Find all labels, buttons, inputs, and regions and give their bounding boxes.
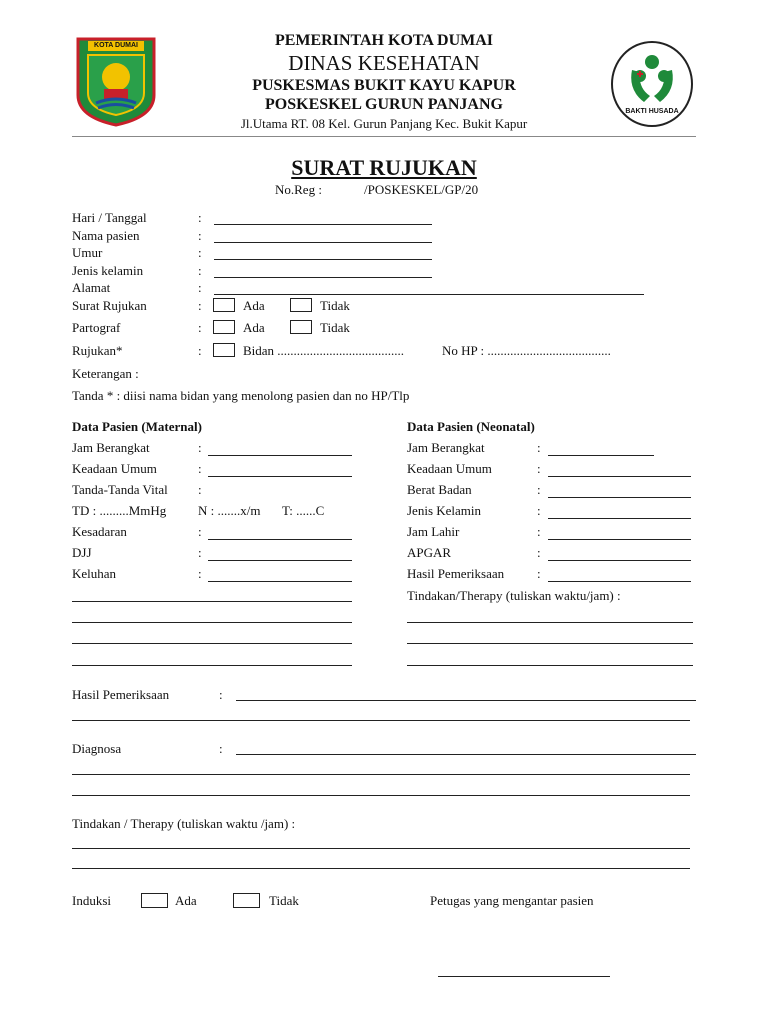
tindakan-line[interactable] — [72, 848, 690, 849]
maternal-t: T: ......C — [282, 503, 325, 518]
induksi-tidak-checkbox[interactable] — [233, 893, 260, 908]
header-agency: DINAS KESEHATAN — [288, 51, 480, 75]
colon: : — [537, 440, 541, 455]
colon: : — [219, 741, 223, 756]
option-bidan: Bidan ....................................... — [243, 343, 405, 358]
hasil-pemeriksaan-label: Hasil Pemeriksaan — [72, 687, 170, 702]
neonatal-keadaan-label: Keadaan Umum — [407, 461, 492, 476]
header-address: Jl.Utama RT. 08 Kel. Gurun Panjang Kec. Bukit Kapur — [240, 116, 528, 131]
petugas-label: Petugas yang mengantar pasien — [430, 893, 594, 908]
neonatal-line[interactable] — [407, 622, 693, 623]
neonatal-hasil-label: Hasil Pemeriksaan — [407, 566, 505, 581]
diagnosa-label: Diagnosa — [72, 741, 122, 756]
diagnosa-field[interactable] — [236, 754, 696, 755]
option-ada: Ada — [243, 320, 265, 335]
maternal-line[interactable] — [72, 601, 352, 602]
field-alamat[interactable] — [214, 294, 644, 295]
colon: : — [537, 545, 541, 560]
signature-line[interactable] — [438, 976, 610, 977]
option-tidak: Tidak — [269, 893, 299, 908]
colon: : — [198, 245, 202, 260]
induksi-label: Induksi — [72, 893, 111, 908]
header-government: PEMERINTAH KOTA DUMAI — [274, 32, 494, 49]
maternal-n: N : .......x/m — [198, 503, 261, 518]
neonatal-jenis-field[interactable] — [548, 518, 691, 519]
maternal-djj-label: DJJ — [72, 545, 92, 560]
colon: : — [198, 482, 202, 497]
colon: : — [198, 228, 202, 243]
surat-rujukan-ada-checkbox[interactable] — [213, 298, 235, 312]
header-rule — [72, 136, 696, 137]
label-hari-tanggal: Hari / Tanggal — [72, 210, 147, 225]
field-hari-tanggal[interactable] — [214, 224, 432, 225]
maternal-title: Data Pasien (Maternal) — [72, 419, 202, 434]
neonatal-title: Data Pasien (Neonatal) — [407, 419, 535, 434]
option-ada: Ada — [243, 298, 265, 313]
hasil-pemeriksaan-line[interactable] — [72, 720, 690, 721]
hasil-pemeriksaan-field[interactable] — [236, 700, 696, 701]
diagnosa-line[interactable] — [72, 774, 690, 775]
neonatal-tindakan-label: Tindakan/Therapy (tuliskan waktu/jam) : — [407, 588, 621, 603]
partograf-tidak-checkbox[interactable] — [290, 320, 312, 334]
colon: : — [198, 545, 202, 560]
maternal-line[interactable] — [72, 643, 352, 644]
label-alamat: Alamat — [72, 280, 111, 295]
maternal-jam-field[interactable] — [208, 455, 352, 456]
maternal-line[interactable] — [72, 665, 352, 666]
neonatal-lahir-label: Jam Lahir — [407, 524, 460, 539]
rujukan-bidan-checkbox[interactable] — [213, 343, 235, 357]
option-tidak: Tidak — [320, 298, 350, 313]
neonatal-line[interactable] — [407, 643, 693, 644]
neonatal-apgar-field[interactable] — [548, 560, 691, 561]
colon: : — [198, 566, 202, 581]
colon: : — [198, 524, 202, 539]
maternal-jam-label: Jam Berangkat — [72, 440, 150, 455]
kota-dumai-logo-text: KOTA DUMAI — [94, 42, 138, 49]
maternal-djj-field[interactable] — [208, 560, 352, 561]
colon: : — [537, 503, 541, 518]
induksi-ada-checkbox[interactable] — [141, 893, 168, 908]
noreg-suffix: /POSKESKEL/GP/20 — [364, 182, 479, 197]
header-poskeskel: POSKESKEL GURUN PANJANG — [265, 96, 503, 113]
field-nama-pasien[interactable] — [214, 242, 432, 243]
neonatal-line[interactable] — [407, 665, 693, 666]
colon: : — [219, 687, 223, 702]
colon: : — [537, 482, 541, 497]
maternal-kesadaran-label: Kesadaran — [72, 524, 127, 539]
maternal-line[interactable] — [72, 622, 352, 623]
neonatal-jam-field[interactable] — [548, 455, 654, 456]
label-partograf: Partograf — [72, 320, 121, 335]
neonatal-berat-field[interactable] — [548, 497, 691, 498]
field-jenis-kelamin[interactable] — [214, 277, 432, 278]
bakti-husada-logo-text: BAKTI HUSADA — [625, 108, 679, 115]
colon: : — [198, 461, 202, 476]
colon: : — [537, 524, 541, 539]
colon: : — [198, 263, 202, 278]
maternal-keluhan-label: Keluhan — [72, 566, 117, 581]
label-jenis-kelamin: Jenis kelamin — [72, 263, 144, 278]
option-ada: Ada — [175, 893, 197, 908]
neonatal-jam-label: Jam Berangkat — [407, 440, 485, 455]
colon: : — [198, 210, 202, 225]
tindakan-line[interactable] — [72, 868, 690, 869]
maternal-keadaan-field[interactable] — [208, 476, 352, 477]
document-title: SURAT RUJUKAN — [291, 155, 477, 180]
label-keterangan: Keterangan : — [72, 366, 139, 381]
note-text: Tanda * : diisi nama bidan yang menolong pasien dan no HP/Tlp — [72, 388, 410, 403]
field-umur[interactable] — [214, 259, 432, 260]
maternal-keluhan-field[interactable] — [208, 581, 352, 582]
maternal-td: TD : .........MmHg — [72, 503, 167, 518]
colon: : — [198, 280, 202, 295]
noreg-label: No.Reg : — [275, 182, 322, 197]
colon: : — [198, 298, 202, 313]
neonatal-jenis-label: Jenis Kelamin — [407, 503, 482, 518]
diagnosa-line[interactable] — [72, 795, 690, 796]
tindakan-label: Tindakan / Therapy (tuliskan waktu /jam) : — [72, 816, 296, 831]
colon: : — [198, 320, 202, 335]
neonatal-keadaan-field[interactable] — [548, 476, 691, 477]
label-nama-pasien: Nama pasien — [72, 228, 140, 243]
neonatal-apgar-label: APGAR — [407, 545, 452, 560]
neonatal-lahir-field[interactable] — [548, 539, 691, 540]
option-nohp: No HP : ...................................... — [442, 343, 611, 358]
neonatal-berat-label: Berat Badan — [407, 482, 472, 497]
label-surat-rujukan: Surat Rujukan — [72, 298, 147, 313]
option-tidak: Tidak — [320, 320, 350, 335]
label-umur: Umur — [72, 245, 103, 260]
surat-rujukan-tidak-checkbox[interactable] — [290, 298, 312, 312]
label-rujukan: Rujukan* — [72, 343, 123, 358]
neonatal-hasil-field[interactable] — [548, 581, 691, 582]
header-puskesmas: PUSKESMAS BUKIT KAYU KAPUR — [252, 77, 516, 94]
maternal-keadaan-label: Keadaan Umum — [72, 461, 157, 476]
colon: : — [537, 566, 541, 581]
colon: : — [198, 440, 202, 455]
colon: : — [198, 343, 202, 358]
maternal-kesadaran-field[interactable] — [208, 539, 352, 540]
partograf-ada-checkbox[interactable] — [213, 320, 235, 334]
maternal-vital-label: Tanda-Tanda Vital — [72, 482, 168, 497]
colon: : — [537, 461, 541, 476]
